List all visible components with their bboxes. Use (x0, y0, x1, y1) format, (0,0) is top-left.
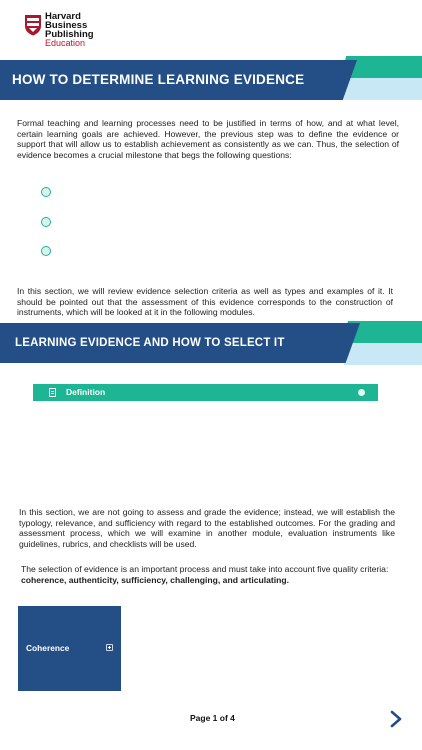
question-radio-3[interactable] (41, 246, 51, 256)
brand-line-3: Publishing (45, 29, 94, 40)
shield-icon (24, 14, 42, 36)
section-banner-1 (0, 56, 422, 100)
section-banner-2 (0, 321, 422, 365)
typology-paragraph: In this section, we are not going to assess and grade the evidence; instead, we will establish the typology, relevance, and sufficiency with regard to the established outcomes. For the grading and assessment process, which we will examine in another module, evaluation instruments like guidelines, rubrics, and checklists will be used. (19, 507, 395, 549)
coherence-card[interactable] (18, 606, 121, 691)
definition-label: Definition (66, 387, 106, 397)
brand-sub: Education (45, 38, 86, 48)
expand-dot-icon[interactable] (358, 389, 365, 396)
criteria-list: coherence, authenticity, sufficiency, challenging, and articulating. (21, 574, 290, 585)
criteria-text: The selection of evidence is an important process and must take into account five quality criteria: (21, 564, 389, 574)
page-indicator: Page 1 of 4 (190, 713, 235, 723)
definition-accordion[interactable] (33, 384, 378, 401)
brand-line-2: Business (45, 20, 88, 31)
hbp-logo (24, 12, 104, 48)
section-paragraph: In this section, we will review evidence selection criteria as well as types and examples of it. It should be pointed out that the assessment of this evidence corresponds to the construction of instruments, which will be looked at it in the following modules. (17, 286, 393, 318)
intro-paragraph: Formal teaching and learning processes need to be justified in terms of how, and at what level, certain learning goals are achieved. However, the previous step was to define the evidence or support that will allow us to establish achievement as consistently as we can. Thus, the selection of evidence becomes a crucial milestone that begs the following questions: (17, 118, 399, 160)
brand-line-1: Harvard (45, 11, 81, 22)
expand-plus-icon[interactable] (106, 644, 113, 651)
question-radio-1[interactable] (41, 187, 51, 197)
page-title: HOW TO DETERMINE LEARNING EVIDENCE (12, 72, 305, 87)
section-title: LEARNING EVIDENCE AND HOW TO SELECT IT (15, 337, 285, 349)
chevron-right-icon[interactable] (386, 709, 406, 729)
document-icon (49, 388, 56, 397)
question-radio-2[interactable] (41, 217, 51, 227)
coherence-label: Coherence (26, 643, 70, 653)
criteria-paragraph (21, 564, 397, 585)
brand-name (45, 12, 94, 39)
